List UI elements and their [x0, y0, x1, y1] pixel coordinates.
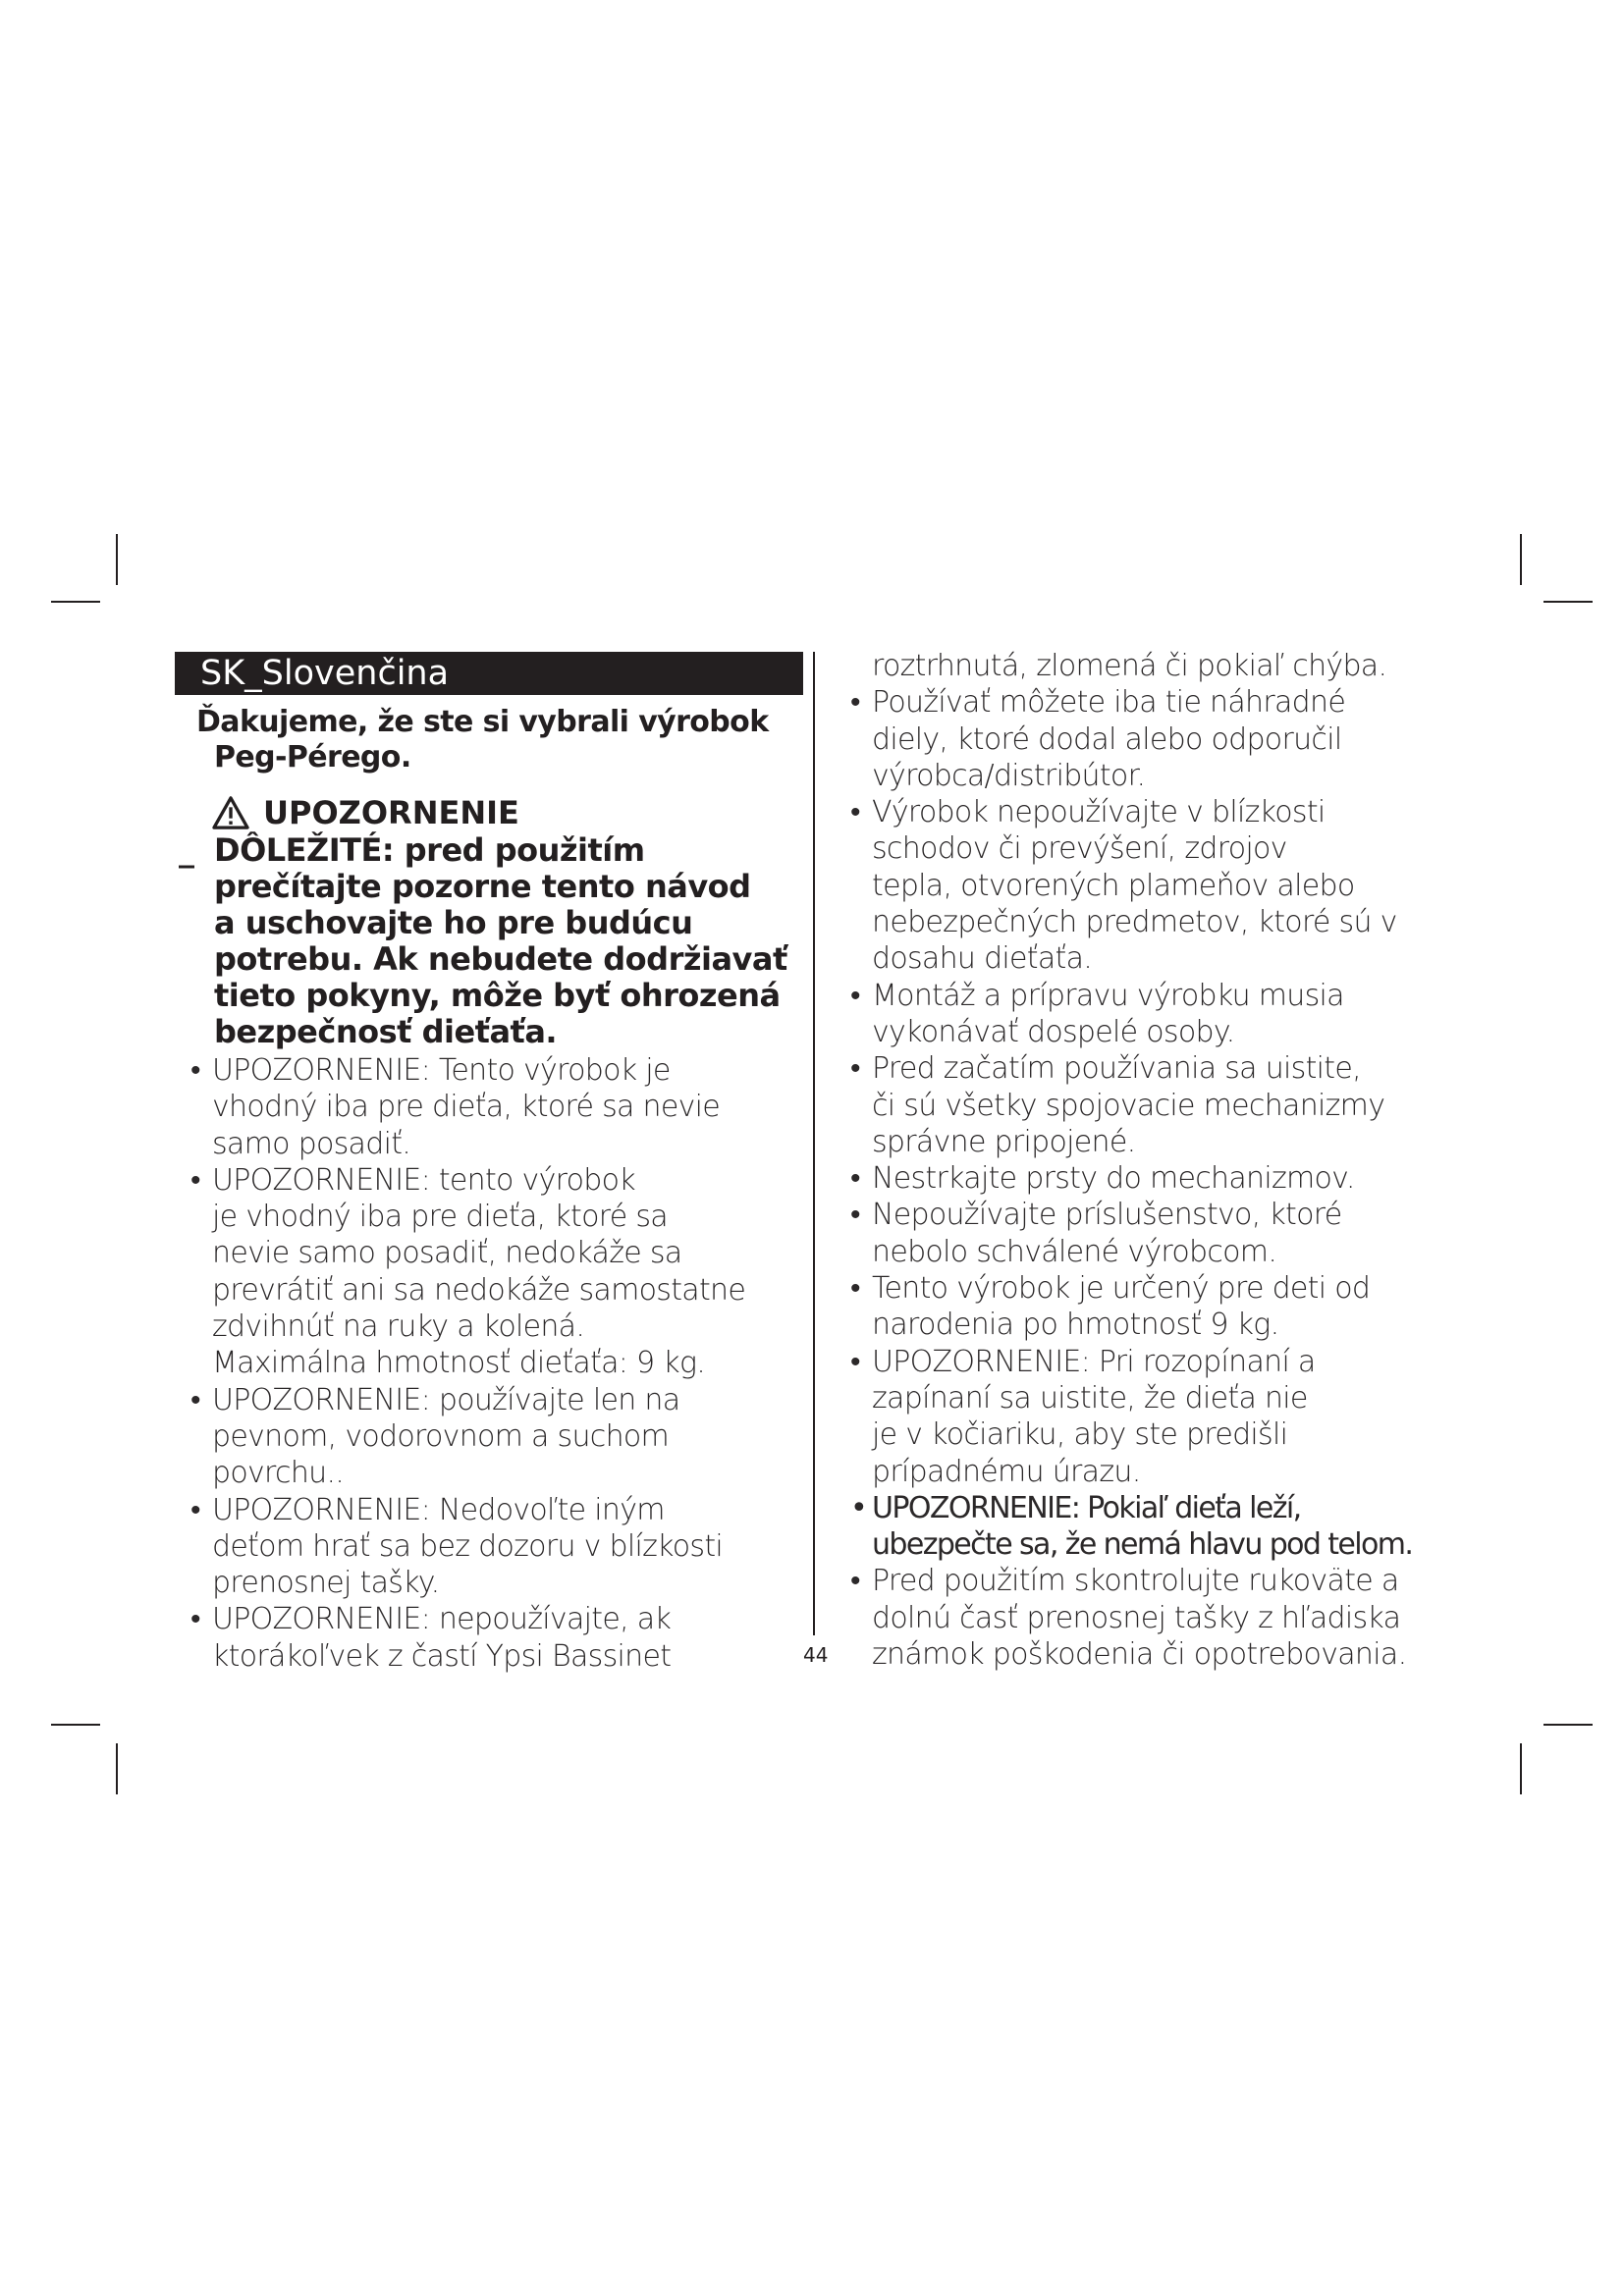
list-item-line: tepla, otvorených plameňov alebo	[872, 868, 1355, 903]
bullet-icon: •	[850, 1198, 860, 1233]
list-item-line: Maximálna hmotnosť dieťaťa: 9 kg.	[212, 1346, 706, 1381]
list-item	[190, 1382, 799, 1492]
bullet-icon: •	[850, 978, 860, 1013]
language-header	[175, 652, 803, 695]
list-item	[850, 684, 1479, 794]
important-line: a uschovajte ho pre budúcu	[214, 904, 693, 941]
list-item-line: deťom hrať sa bez dozoru v blízkosti	[212, 1528, 724, 1564]
important-line: prečítajte pozorne tento návod	[214, 868, 751, 905]
thanks-line: Ďakujeme, že ste si vybrali výrobok	[196, 705, 769, 739]
bullet-icon: •	[850, 1271, 860, 1307]
important-notice	[179, 832, 807, 1050]
bullet-icon: •	[850, 1490, 867, 1525]
list-item	[850, 1050, 1479, 1160]
list-item	[190, 1492, 799, 1602]
list-item	[850, 978, 1479, 1051]
bullet-icon: •	[190, 1382, 200, 1417]
page-number: 44	[803, 1643, 829, 1667]
list-item-line: nevie samo posadiť, nedokáže sa	[212, 1236, 682, 1271]
list-item	[850, 1563, 1479, 1673]
crop-mark-top-right-horizontal	[1543, 601, 1593, 603]
list-item-line: či sú všetky spojovacie mechanizmy	[872, 1088, 1385, 1123]
thanks-message	[196, 705, 805, 775]
warning-heading	[212, 793, 519, 832]
list-item	[850, 1197, 1479, 1270]
bullet-icon: •	[850, 1051, 860, 1087]
list-item	[190, 1601, 799, 1675]
important-line: bezpečnosť dieťaťa.	[214, 1013, 558, 1050]
list-item-line: UPOZORNENIE: Pokiaľ dieťa leží,	[872, 1490, 1301, 1525]
list-item-line: Pred začatím používania sa uistite,	[872, 1051, 1361, 1087]
bullet-icon: •	[190, 1053, 200, 1088]
column-divider	[813, 652, 815, 1635]
list-item-line: výrobca/distribútor.	[872, 758, 1146, 793]
crop-mark-bottom-right-horizontal	[1543, 1724, 1593, 1726]
list-item-line: samo posadiť.	[212, 1126, 411, 1161]
bullet-icon: •	[190, 1602, 200, 1637]
crop-mark-top-right-vertical	[1520, 534, 1522, 585]
list-item-line: správne pripojené.	[872, 1124, 1136, 1159]
list-item-line: zapínaní sa uistite, že dieťa nie	[872, 1380, 1308, 1415]
important-line: potrebu. Ak nebudete dodržiavať	[214, 940, 787, 978]
list-item-line: prípadnému úrazu.	[872, 1454, 1141, 1489]
list-item	[850, 1160, 1479, 1197]
list-item-line: ubezpečte sa, že nemá hlavu pod telom.	[872, 1527, 1413, 1563]
list-item-line: dosahu dieťaťa.	[872, 941, 1093, 977]
list-item-line: Nepoužívajte príslušenstvo, ktoré	[872, 1198, 1342, 1233]
list-item-line: nebolo schválené výrobcom.	[872, 1234, 1277, 1269]
bullet-icon: •	[850, 795, 860, 830]
list-item-continuation: roztrhnutá, zlomená či pokiaľ chýba.	[872, 649, 1387, 683]
list-item	[190, 1052, 799, 1162]
list-item	[850, 1490, 1479, 1564]
list-item-line: Pred použitím skontrolujte rukoväte a	[872, 1564, 1399, 1599]
list-item-line: UPOZORNENIE: Pri rozopínaní a	[872, 1344, 1316, 1379]
list-item-line: vhodný iba pre dieťa, ktoré sa nevie	[212, 1090, 721, 1125]
bullet-icon: •	[850, 1161, 860, 1197]
list-item-line: Tento výrobok je určený pre deti od	[872, 1271, 1371, 1307]
list-item-line: UPOZORNENIE: nepoužívajte, ak	[212, 1602, 672, 1637]
bullet-icon: •	[850, 1344, 860, 1379]
list-item	[850, 1344, 1479, 1490]
list-item	[190, 1162, 799, 1382]
important-dash: _	[179, 831, 194, 869]
left-bullet-list	[190, 1052, 799, 1675]
list-item-line: Používať môžete iba tie náhradné	[872, 685, 1346, 721]
crop-mark-top-left-horizontal	[51, 601, 100, 603]
important-line: DÔLEŽITÉ: pred použitím	[214, 831, 645, 869]
list-item-line: UPOZORNENIE: Nedovoľte iným	[212, 1492, 665, 1527]
bullet-icon: •	[850, 1564, 860, 1599]
important-line: tieto pokyny, môže byť ohrozená	[214, 977, 781, 1014]
bullet-icon: •	[190, 1492, 200, 1527]
warning-title: UPOZORNENIE	[263, 794, 519, 831]
list-item-line: je vhodný iba pre dieťa, ktoré sa	[212, 1200, 668, 1235]
list-item-line: povrchu..	[212, 1456, 345, 1491]
list-item-line: narodenia po hmotnosť 9 kg.	[872, 1308, 1279, 1343]
thanks-line: Peg-Pérego.	[214, 740, 411, 774]
list-item-line: UPOZORNENIE: Tento výrobok je	[212, 1053, 671, 1088]
bullet-icon: •	[850, 685, 860, 721]
list-item-line: schodov či prevýšení, zdrojov	[872, 831, 1287, 867]
language-header-label: SK_Slovenčina	[200, 654, 450, 693]
crop-mark-top-left-vertical	[116, 534, 118, 585]
crop-mark-bottom-left-vertical	[116, 1743, 118, 1794]
crop-mark-bottom-left-horizontal	[51, 1724, 100, 1726]
list-item-line: UPOZORNENIE: tento výrobok	[212, 1162, 635, 1198]
warning-triangle-icon	[212, 796, 249, 829]
list-item-line: Montáž a prípravu výrobku musia	[872, 978, 1344, 1013]
list-item-line: nebezpečných predmetov, ktoré sú v	[872, 905, 1397, 940]
list-item-line: zdvihnúť na ruky a kolená.	[212, 1309, 585, 1345]
list-item	[850, 1270, 1479, 1344]
list-item-line: Výrobok nepoužívajte v blízkosti	[872, 795, 1326, 830]
right-bullet-list	[850, 648, 1479, 1673]
list-item-line: diely, ktoré dodal alebo odporučil	[872, 721, 1342, 757]
list-item-line: prenosnej tašky.	[212, 1566, 440, 1601]
crop-mark-bottom-right-vertical	[1520, 1743, 1522, 1794]
list-item-line: vykonávať dospelé osoby.	[872, 1014, 1235, 1049]
list-item-line: dolnú časť prenosnej tašky z hľadiska	[872, 1600, 1401, 1635]
bullet-icon: •	[190, 1162, 200, 1198]
list-item-line: Nestrkajte prsty do mechanizmov.	[872, 1161, 1355, 1197]
list-item-line: známok poškodenia či opotrebovania.	[872, 1637, 1407, 1673]
list-item-line: UPOZORNENIE: používajte len na	[212, 1382, 680, 1417]
list-item-line: pevnom, vodorovnom a suchom	[212, 1418, 670, 1454]
list-item-line: ktorákoľvek z častí Ypsi Bassinet	[212, 1638, 672, 1674]
list-item-line: prevrátiť ani sa nedokáže samostatne	[212, 1272, 746, 1308]
list-item	[850, 794, 1479, 977]
list-item-line: je v kočiariku, aby ste predišli	[872, 1417, 1288, 1453]
